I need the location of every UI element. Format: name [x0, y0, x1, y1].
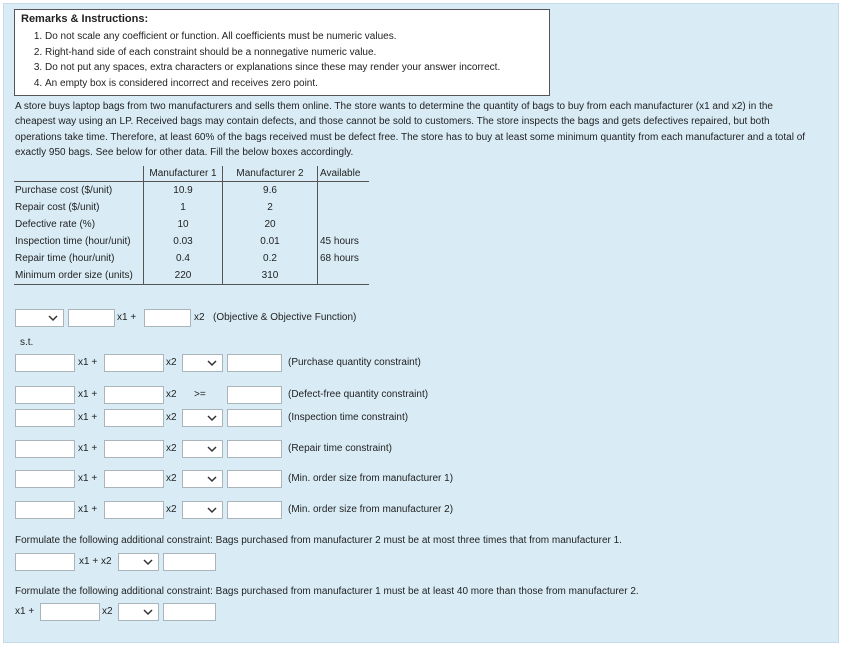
cell-m1: 10.9 — [144, 182, 223, 200]
row-label: Inspection time (hour/unit) — [14, 233, 144, 250]
additional-1-sign-select[interactable] — [118, 553, 159, 571]
additional-1-x1-input[interactable] — [15, 553, 75, 571]
table-row — [14, 233, 369, 250]
constraint-2-rhs-input[interactable] — [227, 386, 282, 404]
constraint-1-sign-select[interactable] — [182, 354, 223, 372]
additional-2-x2-label: x2 — [102, 606, 113, 617]
remark-item: 4. An empty box is considered incorrect and receives zero point. — [45, 76, 500, 92]
constraint-1-rhs-input[interactable] — [227, 354, 282, 372]
constraint-5-rhs-input[interactable] — [227, 470, 282, 488]
additional-1-rhs-input[interactable] — [163, 553, 216, 571]
chevron-down-icon — [143, 557, 153, 567]
constraint-4-sign-select[interactable] — [182, 440, 223, 458]
constraint-4-description: (Repair time constraint) — [288, 443, 392, 454]
constraint-4-rhs-input[interactable] — [227, 440, 282, 458]
chevron-down-icon — [207, 444, 217, 454]
row-label: Minimum order size (units) — [14, 267, 144, 285]
cell-m1: 0.03 — [144, 233, 223, 250]
objective-x1-coefficient-input[interactable] — [68, 309, 115, 327]
cell-available: 45 hours — [320, 236, 359, 247]
constraint-6-rhs-input[interactable] — [227, 501, 282, 519]
row-label: Repair cost ($/unit) — [14, 199, 144, 216]
cell-m2: 20 — [223, 216, 318, 233]
constraint-1-description: (Purchase quantity constraint) — [288, 357, 421, 368]
remarks-list — [15, 29, 500, 91]
constraint-6-x2-input[interactable] — [104, 501, 164, 519]
cell-available — [318, 267, 370, 285]
cell-m2: 0.01 — [223, 233, 318, 250]
chevron-down-icon — [207, 474, 217, 484]
objective-x2-label: x2 — [194, 312, 205, 323]
subject-to-label: s.t. — [20, 337, 34, 348]
constraint-6-x1-input[interactable] — [15, 501, 75, 519]
chevron-down-icon — [143, 607, 153, 617]
constraint-1-x2-input[interactable] — [104, 354, 164, 372]
constraint-3-x2-label: x2 — [166, 412, 177, 423]
constraint-1-x2-label: x2 — [166, 357, 177, 368]
problem-statement: A store buys laptop bags from two manufacturers and sells them online. The store wants to determine the quantity of bags to buy from each manufacturer (x1 and x2) in the cheapest way using an LP. Received bags may contain defects, and those cannot be sold to customers. The store inspects the bags and gets defectives repaired, but both operations take time. Therefore, at least 60% of the bags received must be defect free. The store has to buy at least some minimum quantity from each manufacturer and a total of exactly 950 bags. See below for other data. Fill the below boxes accordingly. — [15, 101, 806, 159]
constraint-2-x2-input[interactable] — [104, 386, 164, 404]
table-row — [14, 199, 369, 216]
header-empty — [14, 166, 144, 182]
additional-2-sign-select[interactable] — [118, 603, 159, 621]
chevron-down-icon — [48, 313, 58, 323]
constraint-5-x2-input[interactable] — [104, 470, 164, 488]
table-row — [14, 267, 369, 285]
constraint-4-x2-label: x2 — [166, 443, 177, 454]
cell-available — [318, 182, 370, 200]
row-label: Defective rate (%) — [14, 216, 144, 233]
objective-direction-select[interactable] — [15, 309, 64, 327]
constraint-5-x1-label: x1 + — [78, 473, 98, 484]
chevron-down-icon — [207, 358, 217, 368]
cell-m1: 10 — [144, 216, 223, 233]
constraint-5-sign-select[interactable] — [182, 470, 223, 488]
row-label: Repair time (hour/unit) — [14, 250, 144, 267]
constraint-5-x1-input[interactable] — [15, 470, 75, 488]
constraint-3-rhs-input[interactable] — [227, 409, 282, 427]
constraint-3-x1-input[interactable] — [15, 409, 75, 427]
constraint-3-x2-input[interactable] — [104, 409, 164, 427]
constraint-5-description: (Min. order size from manufacturer 1) — [288, 473, 454, 484]
cell-m1: 1 — [144, 199, 223, 216]
cell-m2: 0.2 — [223, 250, 318, 267]
cell-m1: 220 — [144, 267, 223, 285]
additional-2-x1-input[interactable] — [40, 603, 100, 621]
constraint-1-x1-input[interactable] — [15, 354, 75, 372]
additional-1-label: x1 + x2 — [79, 556, 112, 567]
constraint-3-sign-select[interactable] — [182, 409, 223, 427]
constraint-4-x1-input[interactable] — [15, 440, 75, 458]
remarks-box — [14, 9, 550, 96]
table-row — [14, 182, 369, 200]
constraint-6-sign-select[interactable] — [182, 501, 223, 519]
chevron-down-icon — [207, 413, 217, 423]
constraint-4-x1-label: x1 + — [78, 443, 98, 454]
objective-description: (Objective & Objective Function) — [213, 312, 357, 323]
remarks-title: Remarks & Instructions: — [21, 13, 149, 25]
table-row — [14, 216, 369, 233]
objective-x1-label: x1 + — [117, 312, 137, 323]
constraint-2-description: (Defect-free quantity constraint) — [288, 389, 429, 400]
cell-m2: 9.6 — [223, 182, 318, 200]
remark-item: 2. Right-hand side of each constraint should be a nonnegative numeric value. — [45, 45, 500, 61]
cell-available — [318, 199, 370, 216]
remark-item: 1. Do not scale any coefficient or function. All coefficients must be numeric values. — [45, 29, 500, 45]
cell-m1: 0.4 — [144, 250, 223, 267]
constraint-2-x1-input[interactable] — [15, 386, 75, 404]
objective-x2-coefficient-input[interactable] — [144, 309, 191, 327]
constraint-2-fixed-sign: >= — [194, 389, 206, 400]
table-row — [14, 250, 369, 267]
header-manufacturer-2: Manufacturer 2 — [223, 166, 318, 182]
constraint-3-x1-label: x1 + — [78, 412, 98, 423]
cell-available — [318, 216, 370, 233]
cell-m2: 310 — [223, 267, 318, 285]
constraint-2-x1-label: x1 + — [78, 389, 98, 400]
remark-item: 3. Do not put any spaces, extra characters or explanations since these may render your answer incorrect. — [45, 60, 500, 76]
constraint-3-description: (Inspection time constraint) — [288, 412, 409, 423]
additional-2-rhs-input[interactable] — [163, 603, 216, 621]
cell-m2: 2 — [223, 199, 318, 216]
constraint-6-x2-label: x2 — [166, 504, 177, 515]
data-table — [14, 166, 369, 285]
header-available: Available — [318, 166, 370, 182]
additional-constraint-2-text: Formulate the following additional constraint: Bags purchased from manufacturer 1 must be at least 40 more than those from manufacturer 2. — [15, 586, 639, 597]
table-header-row — [14, 166, 369, 182]
constraint-6-description: (Min. order size from manufacturer 2) — [288, 504, 454, 515]
constraint-2-x2-label: x2 — [166, 389, 177, 400]
constraint-5-x2-label: x2 — [166, 473, 177, 484]
chevron-down-icon — [207, 505, 217, 515]
constraint-4-x2-input[interactable] — [104, 440, 164, 458]
additional-constraint-1-text: Formulate the following additional constraint: Bags purchased from manufacturer 2 must be at most three times that from manufacturer 1. — [15, 535, 622, 546]
constraint-6-x1-label: x1 + — [78, 504, 98, 515]
additional-2-x1-label: x1 + — [15, 606, 35, 617]
constraint-1-x1-label: x1 + — [78, 357, 98, 368]
header-manufacturer-1: Manufacturer 1 — [144, 166, 223, 182]
cell-available: 68 hours — [320, 253, 359, 264]
row-label: Purchase cost ($/unit) — [14, 182, 144, 200]
